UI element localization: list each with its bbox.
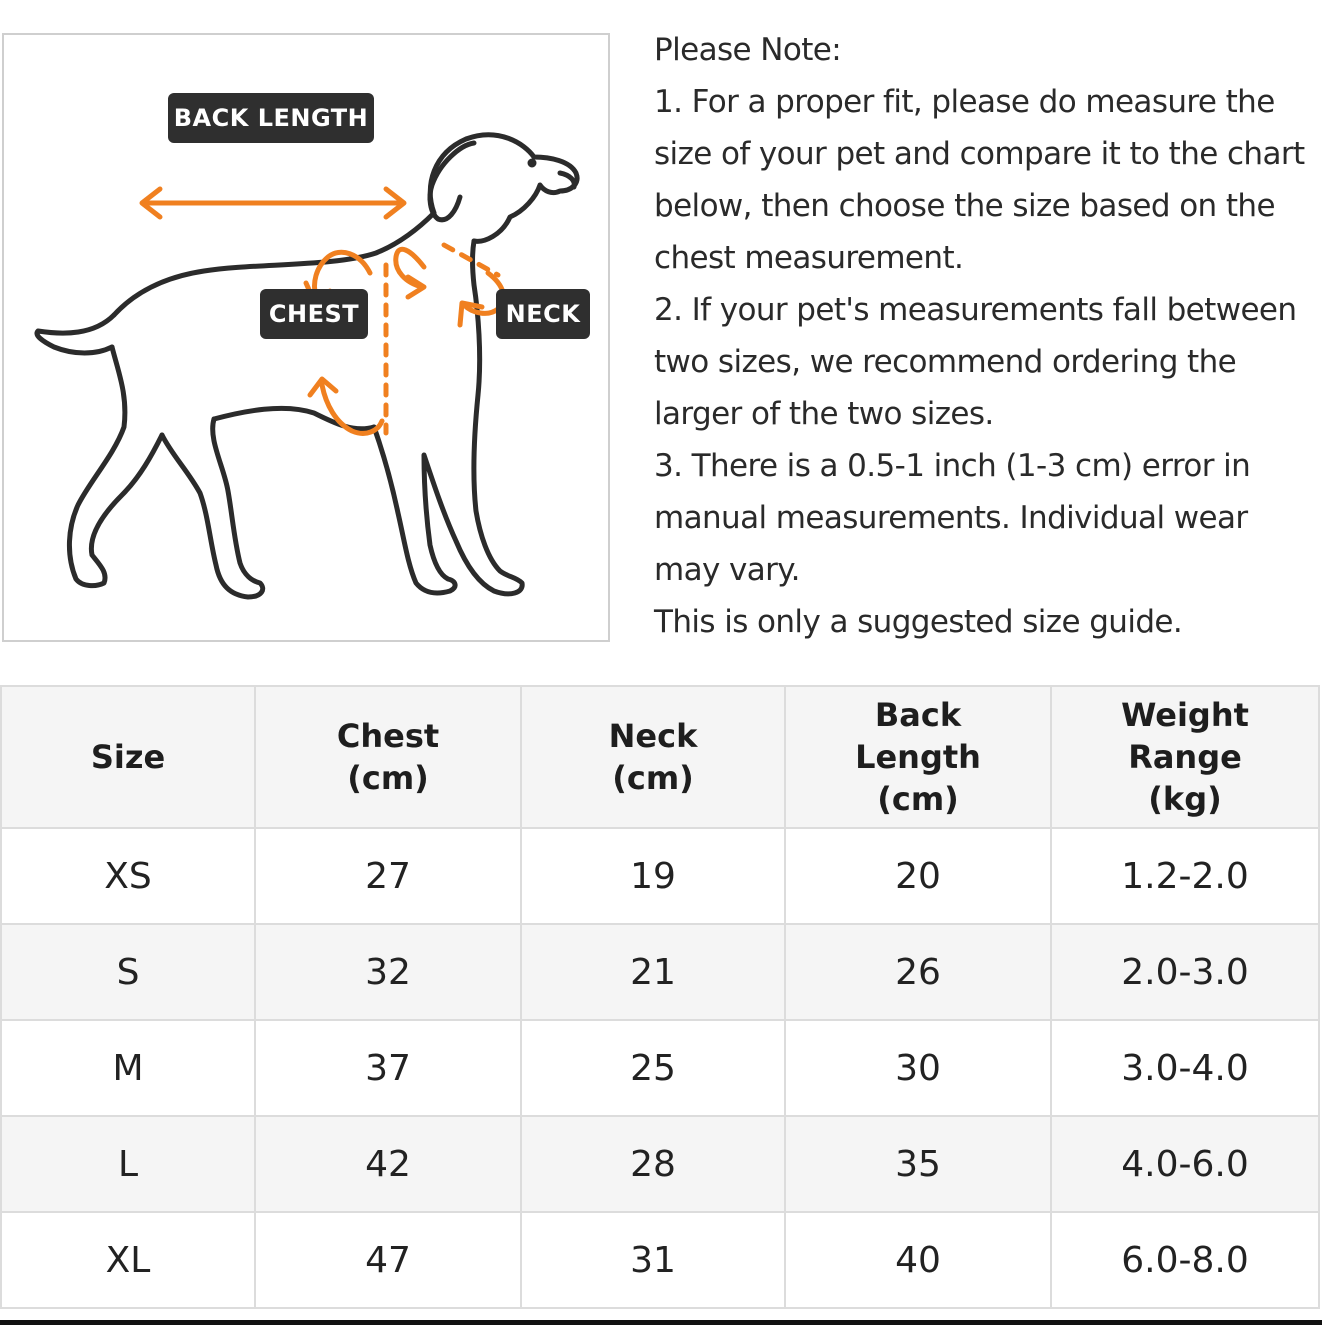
notes-line: chest measurement. xyxy=(654,240,964,276)
cell-weight-range: 2.0-3.0 xyxy=(1051,924,1319,1020)
cell-size: M xyxy=(1,1020,255,1116)
chest-label: CHEST xyxy=(268,300,360,328)
cell-neck: 19 xyxy=(521,828,785,924)
notes-heading: Please Note: xyxy=(654,32,842,68)
cell-size: S xyxy=(1,924,255,1020)
cell-chest: 42 xyxy=(255,1116,521,1212)
cell-back-length: 40 xyxy=(785,1212,1051,1308)
neck-label: NECK xyxy=(505,300,581,328)
cell-weight-range: 3.0-4.0 xyxy=(1051,1020,1319,1116)
cell-chest: 37 xyxy=(255,1020,521,1116)
cell-back-length: 30 xyxy=(785,1020,1051,1116)
table-row xyxy=(1,1212,1319,1308)
back-length-tag xyxy=(168,93,374,143)
cell-chest: 47 xyxy=(255,1212,521,1308)
table-row xyxy=(1,924,1319,1020)
cell-size: L xyxy=(1,1116,255,1212)
header-size: Size xyxy=(1,686,255,828)
notes-line: larger of the two sizes. xyxy=(654,396,994,432)
cell-neck: 28 xyxy=(521,1116,785,1212)
notes-line: two sizes, we recommend ordering the xyxy=(654,344,1237,380)
bottom-divider xyxy=(0,1320,1322,1325)
cell-neck: 31 xyxy=(521,1212,785,1308)
header-chest: Chest (cm) xyxy=(255,686,521,828)
header-weight-range: Weight Range (kg) xyxy=(1051,686,1319,828)
notes-line: may vary. xyxy=(654,552,800,588)
neck-tag xyxy=(496,289,590,339)
cell-chest: 32 xyxy=(255,924,521,1020)
header-neck: Neck (cm) xyxy=(521,686,785,828)
cell-size: XS xyxy=(1,828,255,924)
notes-line: size of your pet and compare it to the chart xyxy=(654,136,1305,172)
notes-line: 3. There is a 0.5-1 inch (1-3 cm) error in xyxy=(654,448,1251,484)
cell-back-length: 35 xyxy=(785,1116,1051,1212)
notes-line: 2. If your pet's measurements fall between xyxy=(654,292,1297,328)
notes-line: manual measurements. Individual wear xyxy=(654,500,1248,536)
cell-back-length: 26 xyxy=(785,924,1051,1020)
cell-weight-range: 6.0-8.0 xyxy=(1051,1212,1319,1308)
table-row xyxy=(1,1116,1319,1212)
cell-neck: 25 xyxy=(521,1020,785,1116)
notes-disclaimer: This is only a suggested size guide. xyxy=(654,604,1183,640)
table-row xyxy=(1,828,1319,924)
notes-line: 1. For a proper fit, please do measure the xyxy=(654,84,1275,120)
size-guide-notes xyxy=(654,24,1319,648)
cell-chest: 27 xyxy=(255,828,521,924)
table-header-row xyxy=(1,686,1319,828)
size-chart-table xyxy=(0,685,1320,1309)
notes-line: below, then choose the size based on the xyxy=(654,188,1275,224)
chest-tag xyxy=(260,289,368,339)
cell-weight-range: 1.2-2.0 xyxy=(1051,828,1319,924)
header-back-length: Back Length (cm) xyxy=(785,686,1051,828)
cell-weight-range: 4.0-6.0 xyxy=(1051,1116,1319,1212)
cell-back-length: 20 xyxy=(785,828,1051,924)
back-length-label: BACK LENGTH xyxy=(173,104,369,132)
cell-size: XL xyxy=(1,1212,255,1308)
cell-neck: 21 xyxy=(521,924,785,1020)
measurement-diagram xyxy=(2,33,610,642)
table-row xyxy=(1,1020,1319,1116)
